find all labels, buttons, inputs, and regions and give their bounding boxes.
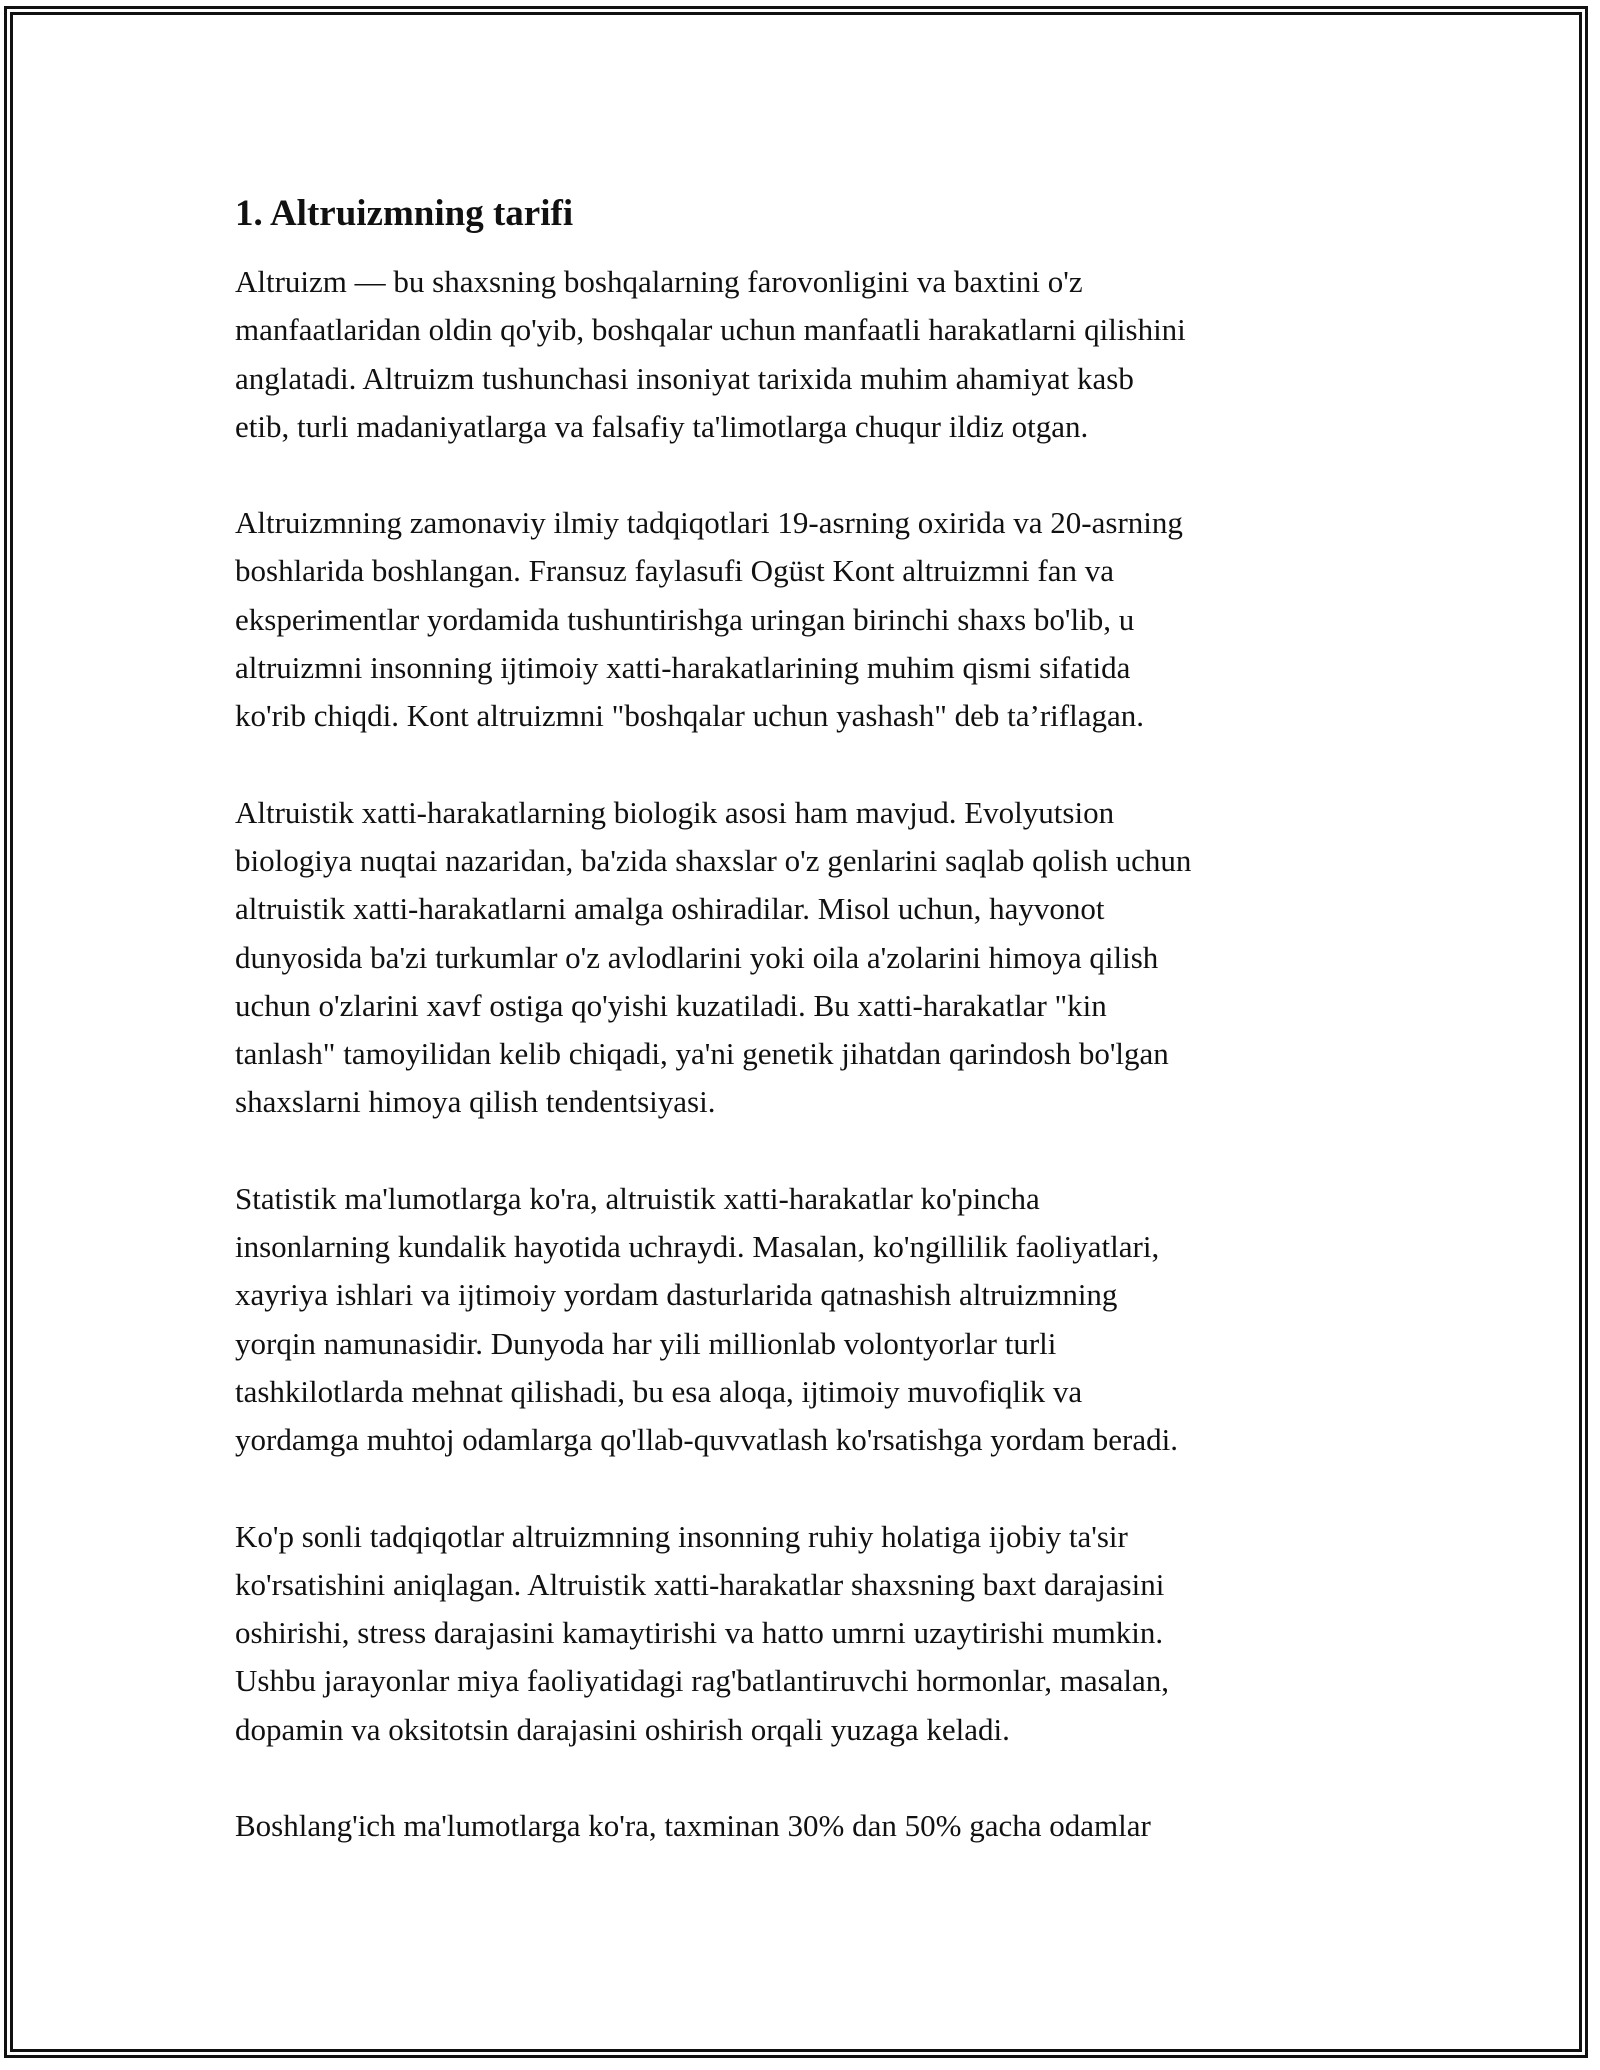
text-line: tanlash" tamoyilidan kelib chiqadi, ya'ni genetik jihatdan qarindosh bo'lgan bbox=[235, 1036, 1169, 1072]
text-line: Ushbu jarayonlar miya faoliyatidagi rag'batlantiruvchi hormonlar, masalan, bbox=[235, 1663, 1170, 1699]
text-line: eksperimentlar yordamida tushuntirishga uringan birinchi shaxs bo'lib, u bbox=[235, 601, 1135, 637]
text-line: uchun o'zlarini xavf ostiga qo'yishi kuzatiladi. Bu xatti-harakatlar "kin bbox=[235, 987, 1107, 1023]
text-line: etib, turli madaniyatlarga va falsafiy ta'limotlarga chuqur ildiz otgan. bbox=[235, 408, 1089, 444]
paragraph-history bbox=[235, 499, 1375, 740]
text-line: Altruistik xatti-harakatlarning biologik asosi ham mavjud. Evolyutsion bbox=[235, 794, 1115, 830]
text-line: Altruizm — bu shaxsning boshqalarning farovonligini va baxtini o'z bbox=[235, 264, 1083, 299]
text-line: oshirishi, stress darajasini kamaytirishi va hatto umrni uzaytirishi mumkin. bbox=[235, 1615, 1164, 1651]
text-line: anglatadi. Altruizm tushunchasi insoniyat tarixida muhim ahamiyat kasb bbox=[235, 360, 1134, 396]
paragraph-definition bbox=[235, 258, 1375, 451]
text-line: ko'rib chiqdi. Kont altruizmni "boshqalar uchun yashash" deb ta’riflagan. bbox=[235, 698, 1144, 734]
paragraph-initial-data bbox=[235, 1802, 1375, 1850]
text-line: yordamga muhtoj odamlarga qo'llab-quvvatlash ko'rsatishga yordam beradi. bbox=[235, 1422, 1178, 1458]
text-line: biologiya nuqtai nazaridan, ba'zida shaxslar o'z genlarini saqlab qolish uchun bbox=[235, 842, 1192, 878]
paragraph-statistics bbox=[235, 1175, 1375, 1465]
text-line: dopamin va oksitotsin darajasini oshirish orqali yuzaga keladi. bbox=[235, 1711, 1010, 1747]
paragraph-research bbox=[235, 1513, 1375, 1754]
text-line: yorqin namunasidir. Dunyoda har yili millionlab volontyorlar turli bbox=[235, 1325, 1057, 1361]
text-line: ko'rsatishini aniqlagan. Altruistik xatti-harakatlar shaxsning baxt darajasini bbox=[235, 1566, 1165, 1602]
text-line: manfaatlaridan oldin qo'yib, boshqalar uchun manfaatli harakatlarni qilishini bbox=[235, 312, 1186, 348]
text-line: xayriya ishlari va ijtimoiy yordam dasturlarida qatnashish altruizmning bbox=[235, 1277, 1118, 1313]
text-line: dunyosida ba'zi turkumlar o'z avlodlarini yoki oila a'zolarini himoya qilish bbox=[235, 939, 1159, 975]
document-body bbox=[235, 190, 1375, 1898]
text-line: Ko'p sonli tadqiqotlar altruizmning insonning ruhiy holatiga ijobiy ta'sir bbox=[235, 1518, 1128, 1554]
text-line: Statistik ma'lumotlarga ko'ra, altruistik xatti-harakatlar ko'pincha bbox=[235, 1180, 1040, 1216]
text-line: boshlarida boshlangan. Fransuz faylasufi Ogüst Kont altruizmni fan va bbox=[235, 553, 1114, 589]
text-line: Altruizmning zamonaviy ilmiy tadqiqotlari 19-asrning oxirida va 20-asrning bbox=[235, 505, 1183, 541]
paragraph-biology bbox=[235, 789, 1375, 1127]
text-line: tashkilotlarda mehnat qilishadi, bu esa aloqa, ijtimoiy muvofiqlik va bbox=[235, 1373, 1083, 1409]
text-line: altruistik xatti-harakatlarni amalga oshiradilar. Misol uchun, hayvonot bbox=[235, 891, 1105, 927]
text-line: altruizmni insonning ijtimoiy xatti-harakatlarining muhim qismi sifatida bbox=[235, 650, 1131, 686]
text-line: Boshlang'ich ma'lumotlarga ko'ra, taxminan 30% dan 50% gacha odamlar bbox=[235, 1808, 1151, 1844]
section-heading: 1. Altruizmning tarifi bbox=[235, 193, 574, 234]
text-line: insonlarning kundalik hayotida uchraydi. Masalan, ko'ngillilik faoliyatlari, bbox=[235, 1229, 1160, 1265]
text-line: shaxslarni himoya qilish tendentsiyasi. bbox=[235, 1084, 716, 1120]
